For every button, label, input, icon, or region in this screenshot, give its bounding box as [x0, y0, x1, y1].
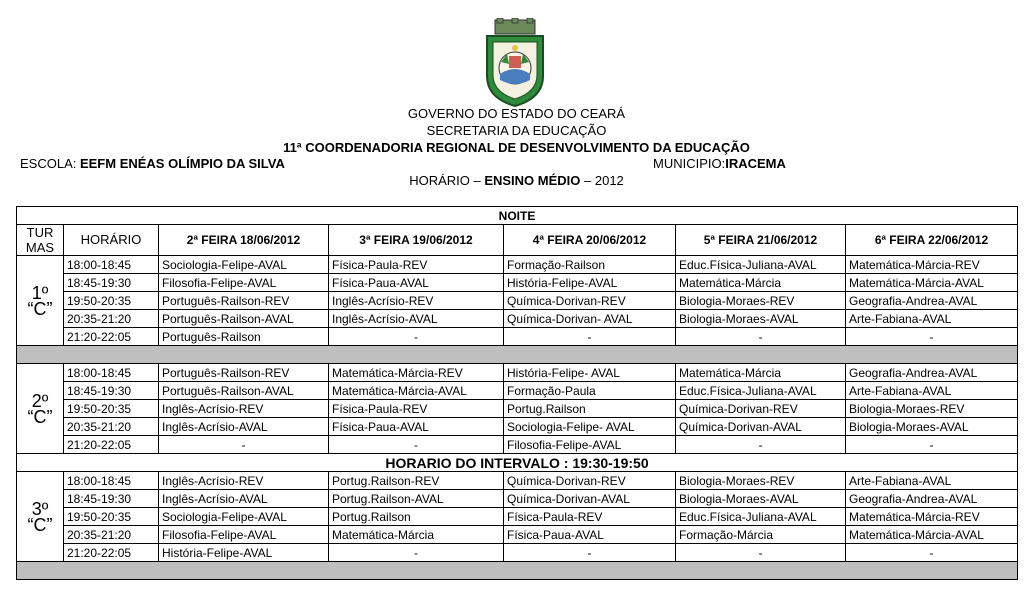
table-row — [17, 526, 1018, 544]
class-cell: Física-Paula-REV — [329, 400, 504, 418]
turma-letter: “C” — [27, 298, 53, 319]
class-cell: Sociologia-Felipe- AVAL — [504, 418, 676, 436]
col-day: 3ª FEIRA 19/06/2012 — [329, 225, 504, 256]
turma-cell — [17, 472, 64, 562]
class-cell: Filosofia-Felipe-AVAL — [504, 436, 676, 454]
time-cell: 21:20-22:05 — [64, 328, 159, 346]
time-cell: 18:00-18:45 — [64, 364, 159, 382]
class-cell: Educ.Física-Juliana-AVAL — [676, 382, 846, 400]
class-cell: Arte-Fabiana-AVAL — [846, 310, 1018, 328]
class-cell: - — [504, 544, 676, 562]
class-cell: Português-Railson — [159, 328, 329, 346]
class-cell: Português-Railson-AVAL — [159, 310, 329, 328]
class-cell: - — [846, 328, 1018, 346]
col-day: 6ª FEIRA 22/06/2012 — [846, 225, 1018, 256]
class-cell: Química-Dorivan-REV — [504, 292, 676, 310]
turma-cell — [17, 364, 64, 454]
separator-row — [17, 562, 1018, 580]
escola-label: ESCOLA: — [20, 156, 80, 171]
state-coat-of-arms — [481, 18, 549, 108]
time-cell: 20:35-21:20 — [64, 310, 159, 328]
header-coordenadoria: 11ª COORDENADORIA REGIONAL DE DESENVOLVIMENTO DA EDUCAÇÃO — [283, 140, 750, 155]
turma-number: 3º — [31, 498, 49, 519]
class-cell: Matemática-Márcia-AVAL — [846, 274, 1018, 292]
class-cell: Geografia-Andrea-AVAL — [846, 292, 1018, 310]
class-cell: Matemática-Márcia-REV — [846, 256, 1018, 274]
class-cell: - — [676, 544, 846, 562]
turma-number: 2º — [31, 390, 49, 411]
class-cell: Biologia-Moraes-REV — [846, 400, 1018, 418]
class-cell: Arte-Fabiana-AVAL — [846, 382, 1018, 400]
class-cell: História-Felipe- AVAL — [504, 364, 676, 382]
class-cell: Física-Paula-REV — [504, 508, 676, 526]
time-cell: 18:00-18:45 — [64, 256, 159, 274]
class-cell: Geografia-Andrea-AVAL — [846, 490, 1018, 508]
class-cell: Biologia-Moraes-AVAL — [846, 418, 1018, 436]
table-row — [17, 274, 1018, 292]
class-cell: Matemática-Márcia-REV — [846, 508, 1018, 526]
class-cell: Formação-Paula — [504, 382, 676, 400]
header-secretaria: SECRETARIA DA EDUCAÇÃO — [426, 123, 607, 138]
class-cell: Inglês-Acrísio-REV — [159, 472, 329, 490]
horario-level: ENSINO MÉDIO — [484, 173, 581, 188]
table-row — [17, 418, 1018, 436]
class-cell: Matemática-Márcia-AVAL — [329, 382, 504, 400]
header-horario — [0, 174, 1033, 188]
time-cell: 21:20-22:05 — [64, 436, 159, 454]
col-day: 5ª FEIRA 21/06/2012 — [676, 225, 846, 256]
class-cell: Português-Railson-AVAL — [159, 382, 329, 400]
table-row — [17, 256, 1018, 274]
table-row — [17, 544, 1018, 562]
class-cell: Filosofia-Felipe-AVAL — [159, 274, 329, 292]
table-row — [17, 328, 1018, 346]
class-cell: Geografia-Andrea-AVAL — [846, 364, 1018, 382]
class-cell: Química-Dorivan-AVAL — [504, 490, 676, 508]
horario-suffix: – 2012 — [580, 173, 624, 188]
table-row — [17, 364, 1018, 382]
class-cell: - — [846, 544, 1018, 562]
class-cell: - — [504, 328, 676, 346]
class-cell: Biologia-Moraes-REV — [676, 292, 846, 310]
class-cell: - — [329, 436, 504, 454]
separator-cell — [17, 562, 1018, 580]
class-cell: Inglês-Acrísio-AVAL — [159, 490, 329, 508]
class-cell: Química-Dorivan-REV — [504, 472, 676, 490]
time-cell: 18:00-18:45 — [64, 472, 159, 490]
table-row — [17, 292, 1018, 310]
time-cell: 18:45-19:30 — [64, 490, 159, 508]
table-row — [17, 490, 1018, 508]
class-cell: Química-Dorivan-REV — [676, 400, 846, 418]
class-cell: Portug.Railson-REV — [329, 472, 504, 490]
escola-value: EEFM ENÉAS OLÍMPIO DA SILVA — [79, 156, 285, 171]
schedule-table — [16, 206, 1018, 580]
class-cell: - — [159, 436, 329, 454]
class-cell: Matemática-Márcia — [329, 526, 504, 544]
time-cell: 19:50-20:35 — [64, 292, 159, 310]
class-cell: História-Felipe-AVAL — [504, 274, 676, 292]
class-cell: Formação-Márcia — [676, 526, 846, 544]
time-cell: 19:50-20:35 — [64, 508, 159, 526]
col-turmas: TUR MAS — [17, 225, 64, 256]
time-cell: 19:50-20:35 — [64, 400, 159, 418]
class-cell: Inglês-Acrísio-REV — [159, 400, 329, 418]
class-cell: Inglês-Acrísio-AVAL — [159, 418, 329, 436]
class-cell: Educ.Física-Juliana-AVAL — [676, 508, 846, 526]
class-cell: História-Felipe-AVAL — [159, 544, 329, 562]
class-cell: Biologia-Moraes-AVAL — [676, 310, 846, 328]
table-row — [17, 382, 1018, 400]
class-cell: Química-Dorivan-AVAL — [676, 418, 846, 436]
class-cell: Biologia-Moraes-REV — [676, 472, 846, 490]
class-cell: Filosofia-Felipe-AVAL — [159, 526, 329, 544]
class-cell: Matemática-Márcia — [676, 274, 846, 292]
class-cell: Inglês-Acrísio-AVAL — [329, 310, 504, 328]
table-title: NOITE — [17, 207, 1018, 225]
time-cell: 21:20-22:05 — [64, 544, 159, 562]
school-line — [20, 157, 1010, 171]
class-cell: Português-Railson-REV — [159, 292, 329, 310]
class-cell: Física-Paua-AVAL — [504, 526, 676, 544]
class-cell: Formação-Railson — [504, 256, 676, 274]
class-cell: - — [676, 436, 846, 454]
time-cell: 20:35-21:20 — [64, 418, 159, 436]
class-cell: Sociologia-Felipe-AVAL — [159, 508, 329, 526]
table-row — [17, 310, 1018, 328]
class-cell: Arte-Fabiana-AVAL — [846, 472, 1018, 490]
class-cell: Inglês-Acrísio-REV — [329, 292, 504, 310]
col-horario: HORÁRIO — [64, 225, 159, 256]
class-cell: - — [329, 328, 504, 346]
class-cell: Química-Dorivan- AVAL — [504, 310, 676, 328]
municipio-label: MUNICIPIO: — [653, 156, 726, 171]
time-cell: 18:45-19:30 — [64, 382, 159, 400]
class-cell: Sociologia-Felipe-AVAL — [159, 256, 329, 274]
class-cell: Matemática-Márcia-AVAL — [846, 526, 1018, 544]
horario-prefix: HORÁRIO – — [409, 173, 485, 188]
intervalo-label: HORARIO DO INTERVALO : 19:30-19:50 — [17, 454, 1018, 472]
class-cell: Portug.Railson-AVAL — [329, 490, 504, 508]
class-cell: - — [846, 436, 1018, 454]
class-cell: - — [676, 328, 846, 346]
class-cell: Física-Paula-REV — [329, 256, 504, 274]
class-cell: Português-Railson-REV — [159, 364, 329, 382]
time-cell: 20:35-21:20 — [64, 526, 159, 544]
table-row — [17, 400, 1018, 418]
separator-row — [17, 454, 1018, 472]
class-cell: Matemática-Márcia-REV — [329, 364, 504, 382]
municipio-value: IRACEMA — [725, 156, 786, 171]
class-cell: Portug.Railson — [504, 400, 676, 418]
class-cell: Educ.Física-Juliana-AVAL — [676, 256, 846, 274]
table-row — [17, 472, 1018, 490]
time-cell: 18:45-19:30 — [64, 274, 159, 292]
separator-cell — [17, 346, 1018, 364]
municipio — [653, 157, 786, 171]
col-day: 4ª FEIRA 20/06/2012 — [504, 225, 676, 256]
separator-row — [17, 346, 1018, 364]
class-cell: Física-Paua-AVAL — [329, 274, 504, 292]
turma-letter: “C” — [27, 406, 53, 427]
class-cell: Biologia-Moraes-AVAL — [676, 490, 846, 508]
header-government: GOVERNO DO ESTADO DO CEARÁ — [407, 106, 626, 121]
turma-number: 1º — [31, 282, 49, 303]
turma-letter: “C” — [27, 514, 53, 535]
class-cell: Física-Paua-AVAL — [329, 418, 504, 436]
class-cell: Portug.Railson — [329, 508, 504, 526]
turma-cell — [17, 256, 64, 346]
table-row — [17, 508, 1018, 526]
class-cell: - — [329, 544, 504, 562]
table-row — [17, 436, 1018, 454]
col-day: 2ª FEIRA 18/06/2012 — [159, 225, 329, 256]
class-cell: Matemática-Márcia — [676, 364, 846, 382]
